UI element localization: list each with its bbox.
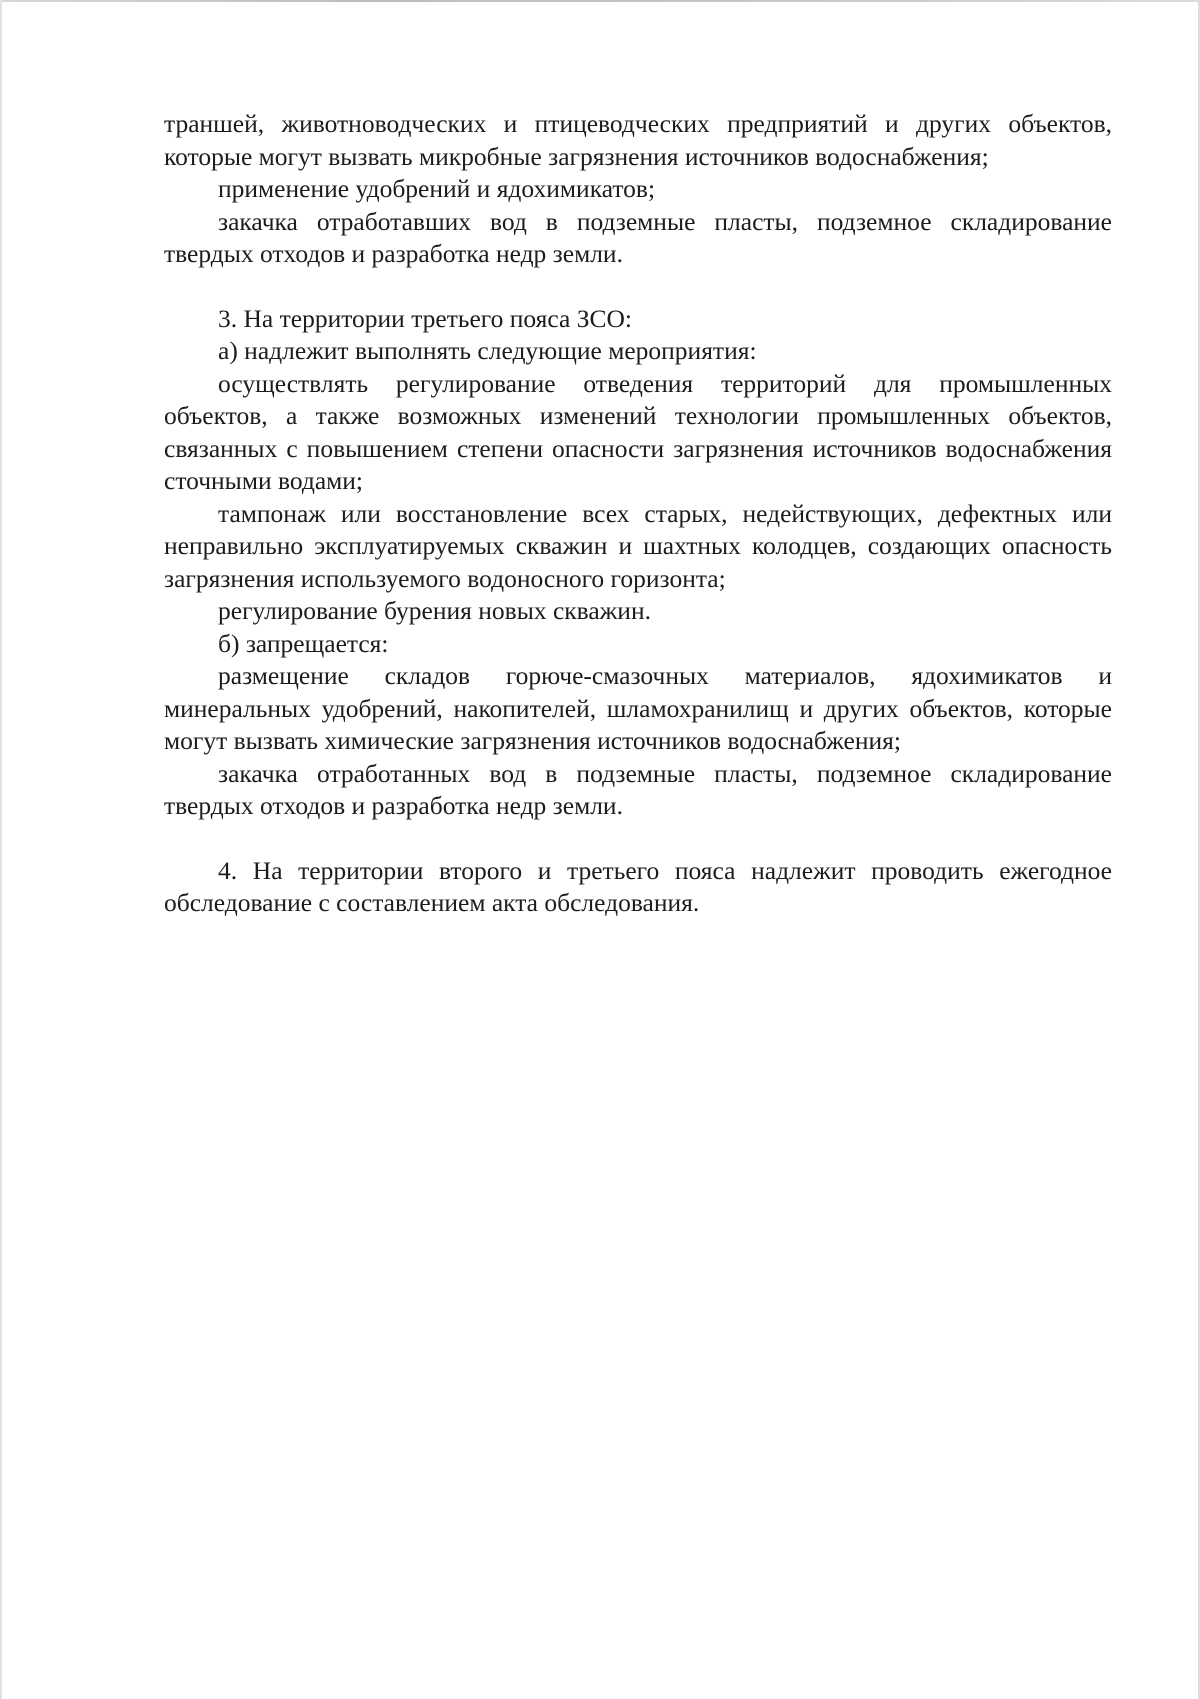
paragraph-warehouse-placement: размещение складов горюче-смазочных материалов, ядохимикатов и минеральных удобрений, накопителей, шламохранилищ и других объектов, которые могут вызвать химические загрязнения источников водоснабжения; bbox=[164, 661, 1112, 755]
section-3-heading: 3. На территории третьего пояса ЗСО: bbox=[218, 303, 633, 333]
section-4-paragraph: 4. На территории второго и третьего пояса надлежит проводить ежегодное обследование с составлением акта обследования. bbox=[164, 855, 1112, 917]
paragraph-drilling-regulation: регулирование бурения новых скважин. bbox=[218, 596, 651, 625]
paragraph-continuation: траншей, животноводческих и птицеводческих предприятий и других объектов, которые могут вызвать микробные загрязнения источников водоснабжения; bbox=[164, 109, 1112, 171]
paragraph-injection-third-belt: закачка отработанных вод в подземные пласты, подземное складирование твердых отходов и разработка недр земли. bbox=[164, 758, 1112, 820]
paragraph-fertilizers: применение удобрений и ядохимикатов; bbox=[218, 174, 656, 203]
scan-edge-top bbox=[0, 0, 1200, 2]
document-body bbox=[164, 108, 1112, 920]
section-gap bbox=[164, 271, 1112, 303]
paragraph-territory-regulation: осуществлять регулирование отведения территорий для промышленных объектов, а также возможных изменений технологии промышленных объектов, связанных с повышением степени опасности загрязнения источников водоснабжения сточными водами; bbox=[164, 368, 1112, 495]
subsection-a-heading: а) надлежит выполнять следующие мероприятия: bbox=[218, 336, 757, 365]
subsection-b-heading: б) запрещается: bbox=[218, 628, 389, 658]
scan-edge-left bbox=[0, 0, 2, 1699]
paragraph-injection-second-belt: закачка отработавших вод в подземные пласты, подземное складирование твердых отходов и разработка недр земли. bbox=[164, 206, 1112, 268]
paragraph-well-plugging: тампонаж или восстановление всех старых, недействующих, дефектных или неправильно эксплуатируемых скважин и шахтных колодцев, создающих опасность загрязнения используемого водоносного горизонта; bbox=[164, 498, 1112, 593]
section-gap bbox=[164, 823, 1112, 855]
